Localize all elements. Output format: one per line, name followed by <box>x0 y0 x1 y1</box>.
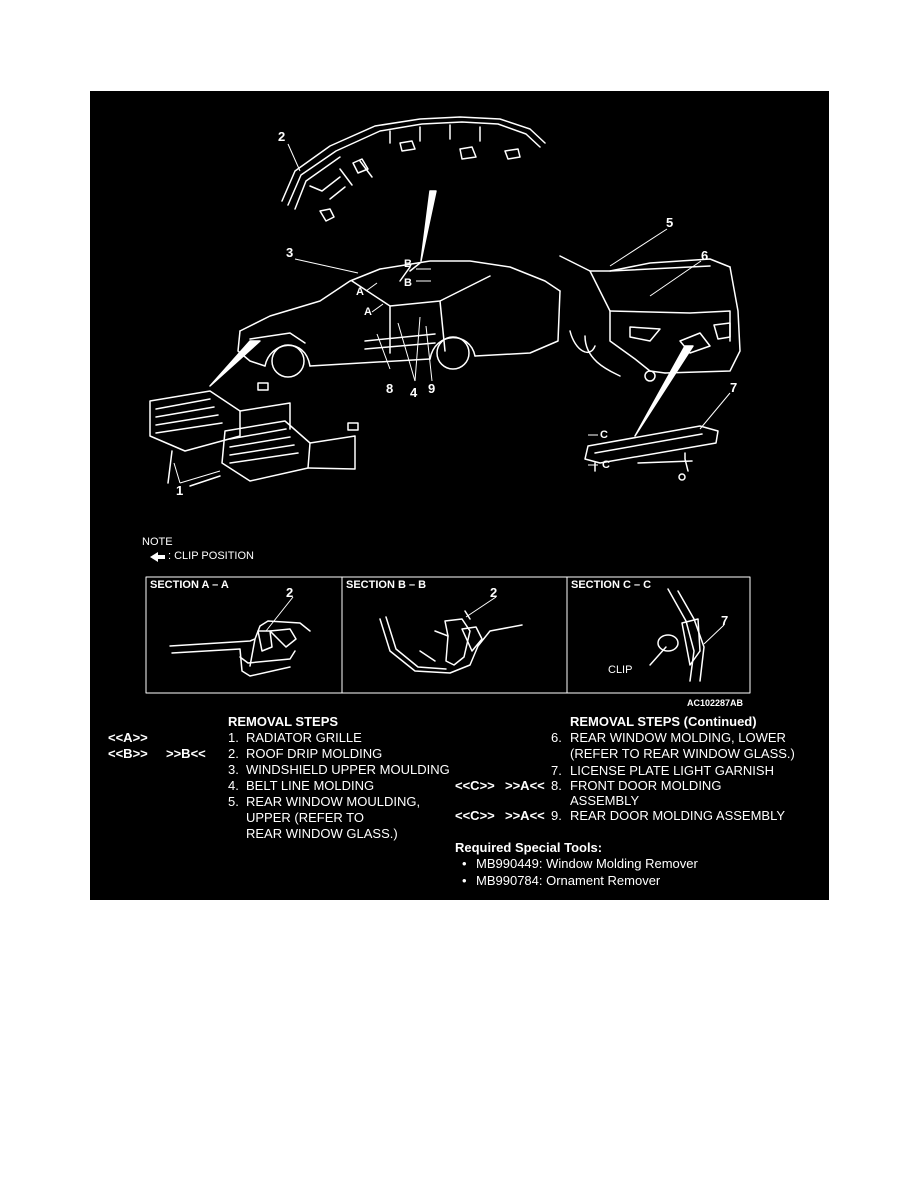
note-title: NOTE <box>142 536 173 548</box>
step-text: ROOF DRIP MOLDING <box>246 746 383 761</box>
step-number: 8. <box>551 778 562 793</box>
clip-position-arrow-icon <box>150 552 165 562</box>
step-row-1 <box>108 730 438 746</box>
roof-drip-molding-illustration <box>282 117 545 221</box>
tool-text: MB990784: Ornament Remover <box>476 873 661 888</box>
step-number: 7. <box>551 763 562 778</box>
step-row-8 <box>455 778 825 810</box>
callout-9: 9 <box>428 381 436 396</box>
section-c-callout-7: 7 <box>721 613 729 628</box>
callout-5: 5 <box>666 215 674 230</box>
callout-2: 2 <box>278 129 286 144</box>
step-ref: <<C>> <box>455 778 495 793</box>
step-row-3 <box>108 762 450 778</box>
section-mark-c-upper: C <box>600 429 608 441</box>
note-clip-position: : CLIP POSITION <box>168 550 254 562</box>
step-text-line2: ASSEMBLY <box>570 793 640 808</box>
section-mark-c-lower: C <box>602 459 610 471</box>
section-c-clip-label: CLIP <box>608 664 633 676</box>
required-tools-heading: Required Special Tools: <box>455 840 603 855</box>
section-mark-b-upper: B <box>404 258 412 270</box>
tool-text: MB990449: Window Molding Remover <box>476 856 698 871</box>
step-text: REAR WINDOW MOLDING, LOWER <box>570 730 786 745</box>
step-ref-install: >>B<< <box>166 746 206 761</box>
step-row-9 <box>455 808 825 824</box>
callout-1: 1 <box>176 483 184 498</box>
car-rear-illustration <box>560 256 740 381</box>
callout-7: 7 <box>730 380 738 395</box>
step-text: BELT LINE MOLDING <box>246 778 375 793</box>
step-number: 9. <box>551 808 562 823</box>
step-ref-install: >>A<< <box>505 778 545 793</box>
bullet-icon: • <box>462 856 467 871</box>
step-number: 4. <box>228 778 239 793</box>
car-front-illustration <box>238 261 560 377</box>
tool-item <box>462 856 792 872</box>
section-mark-a-upper: A <box>356 286 364 298</box>
step-row-2 <box>108 746 438 762</box>
step-row-7 <box>455 763 825 779</box>
section-a-a-illustration <box>170 621 310 676</box>
removal-steps-continued-heading: REMOVAL STEPS (Continued) <box>570 714 757 729</box>
step-row-6 <box>455 730 825 762</box>
callout-6: 6 <box>701 248 709 263</box>
figure-code: AC102287AB <box>687 698 744 708</box>
bullet-icon: • <box>462 873 467 888</box>
step-number: 2. <box>228 746 239 761</box>
section-b-b-title: SECTION B – B <box>346 579 427 591</box>
step-text: REAR DOOR MOLDING ASSEMBLY <box>570 808 786 823</box>
section-b-callout-2: 2 <box>490 585 498 600</box>
section-c-c-illustration <box>650 589 704 681</box>
step-text-line2: (REFER TO REAR WINDOW GLASS.) <box>570 746 795 761</box>
step-text: RADIATOR GRILLE <box>246 730 362 745</box>
step-text: LICENSE PLATE LIGHT GARNISH <box>570 763 774 778</box>
removal-steps-heading: REMOVAL STEPS <box>228 714 339 729</box>
step-row-4 <box>108 778 438 794</box>
callout-8: 8 <box>386 381 394 396</box>
section-c-c-title: SECTION C – C <box>571 579 652 591</box>
step-ref: <<B>> <box>108 746 148 761</box>
section-a-a-title: SECTION A – A <box>150 579 229 591</box>
step-ref: <<C>> <box>455 808 495 823</box>
step-number: 6. <box>551 730 562 745</box>
diagram-panel <box>90 91 829 900</box>
step-number: 1. <box>228 730 239 745</box>
step-text: FRONT DOOR MOLDING <box>570 778 722 793</box>
radiator-grille-illustration <box>150 383 358 486</box>
section-mark-a-lower: A <box>364 306 372 318</box>
step-text: WINDSHIELD UPPER MOULDING <box>246 762 450 777</box>
step-ref-install: >>A<< <box>505 808 545 823</box>
step-row-5 <box>108 794 438 842</box>
step-text-line3: REAR WINDOW GLASS.) <box>246 826 398 841</box>
step-text-line2: UPPER (REFER TO <box>246 810 364 825</box>
section-a-callout-2: 2 <box>286 585 294 600</box>
step-ref: <<A>> <box>108 730 148 745</box>
section-b-b-illustration <box>380 611 522 673</box>
callout-3: 3 <box>286 245 294 260</box>
tool-item <box>462 873 792 889</box>
step-number: 5. <box>228 794 239 809</box>
step-number: 3. <box>228 762 239 777</box>
section-mark-b-lower: B <box>404 277 412 289</box>
step-text: REAR WINDOW MOULDING, <box>246 794 421 809</box>
callout-4: 4 <box>410 385 418 400</box>
